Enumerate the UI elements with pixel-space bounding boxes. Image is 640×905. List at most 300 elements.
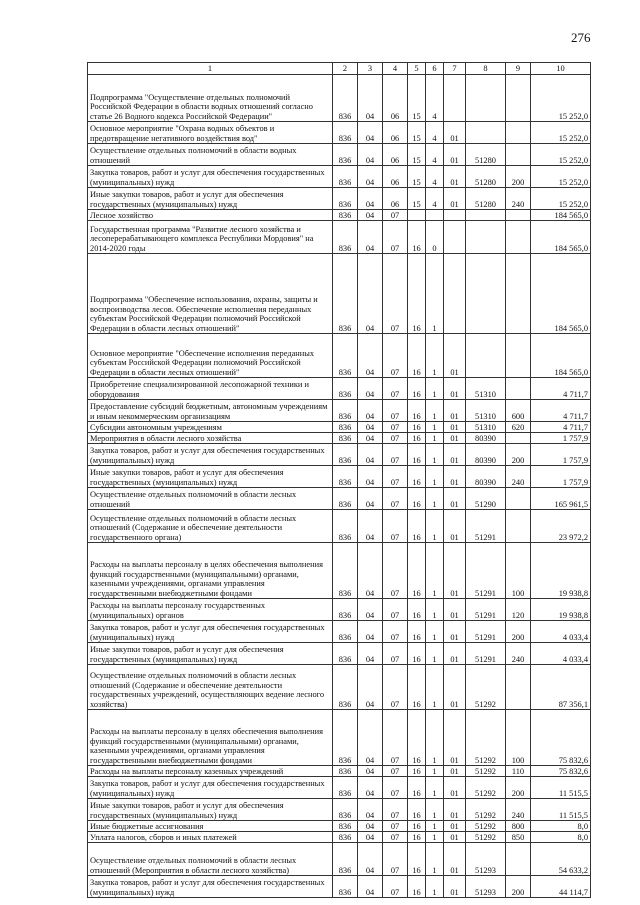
row-code-section: 04 <box>358 643 383 665</box>
row-code-subsection: 07 <box>383 821 408 832</box>
row-code-section: 04 <box>358 543 383 599</box>
row-amount: 165 961,5 <box>531 488 591 510</box>
row-name: Иные закупки товаров, работ и услуг для обеспечения государственных (муниципальных) нужд <box>88 799 333 821</box>
row-name: Закупка товаров, работ и услуг для обеспечения государственных (муниципальных) нужд <box>88 166 333 188</box>
row-code-measure: 01 <box>444 621 466 643</box>
row-code-program: 16 <box>408 843 426 876</box>
row-code-section: 04 <box>358 444 383 466</box>
row-code-chapter: 836 <box>333 843 358 876</box>
row-name: Расходы на выплаты персоналу в целях обеспечения выполнения функций государственными (муниципальными) органами, казенными учреждениями, органами управления государственными внебюджетными фондами <box>88 710 333 766</box>
table-row <box>88 422 591 433</box>
budget-table <box>87 62 591 898</box>
row-code-program: 15 <box>408 75 426 122</box>
row-code-measure: 01 <box>444 444 466 466</box>
row-code-chapter: 836 <box>333 254 358 334</box>
row-code-direction <box>466 75 506 122</box>
row-code-measure: 01 <box>444 166 466 188</box>
row-code-subsection: 07 <box>383 766 408 777</box>
row-code-chapter: 836 <box>333 334 358 378</box>
row-code-measure <box>444 210 466 221</box>
row-code-subprogram: 0 <box>426 221 444 254</box>
row-code-section: 04 <box>358 710 383 766</box>
row-code-subprogram: 1 <box>426 543 444 599</box>
row-code-program: 15 <box>408 188 426 210</box>
row-code-subsection: 07 <box>383 777 408 799</box>
row-code-program: 16 <box>408 621 426 643</box>
row-code-expense-type <box>506 75 531 122</box>
page-number: 276 <box>571 30 591 45</box>
table-row <box>88 599 591 621</box>
row-code-subsection: 07 <box>383 334 408 378</box>
row-code-subprogram: 1 <box>426 710 444 766</box>
row-code-subprogram: 1 <box>426 488 444 510</box>
row-code-expense-type: 120 <box>506 599 531 621</box>
row-code-section: 04 <box>358 144 383 166</box>
row-code-subprogram: 1 <box>426 254 444 334</box>
table-row <box>88 543 591 599</box>
row-name: Подпрограмма "Обеспечение использования, охраны, защиты и воспроизводства лесов. Обеспечение исполнения переданных субъектам Российской Федерации полномочий Российской Федерации в области лесных отношений" <box>88 254 333 334</box>
row-code-section: 04 <box>358 821 383 832</box>
row-amount: 184 565,0 <box>531 210 591 221</box>
column-header: 8 <box>466 63 506 75</box>
row-code-subprogram: 1 <box>426 466 444 488</box>
row-code-section: 04 <box>358 334 383 378</box>
column-header: 3 <box>358 63 383 75</box>
row-code-subprogram: 1 <box>426 821 444 832</box>
row-code-subprogram <box>426 210 444 221</box>
row-code-expense-type: 100 <box>506 543 531 599</box>
row-code-chapter: 836 <box>333 766 358 777</box>
row-code-subsection: 06 <box>383 166 408 188</box>
table-row <box>88 210 591 221</box>
row-code-program: 16 <box>408 832 426 843</box>
row-code-measure: 01 <box>444 766 466 777</box>
row-code-measure: 01 <box>444 821 466 832</box>
row-code-program: 16 <box>408 254 426 334</box>
row-amount: 1 757,9 <box>531 466 591 488</box>
row-name: Приобретение специализированной лесопожарной техники и оборудования <box>88 378 333 400</box>
row-code-subsection: 07 <box>383 665 408 710</box>
row-code-measure: 01 <box>444 433 466 444</box>
row-code-subsection: 06 <box>383 188 408 210</box>
row-code-section: 04 <box>358 876 383 898</box>
row-code-subprogram: 1 <box>426 510 444 543</box>
row-code-subsection: 07 <box>383 422 408 433</box>
row-code-direction: 51280 <box>466 144 506 166</box>
row-name: Закупка товаров, работ и услуг для обеспечения государственных (муниципальных) нужд <box>88 777 333 799</box>
row-code-chapter: 836 <box>333 75 358 122</box>
row-name: Расходы на выплаты персоналу казенных учреждений <box>88 766 333 777</box>
row-amount: 4 711,7 <box>531 422 591 433</box>
row-code-section: 04 <box>358 422 383 433</box>
row-code-chapter: 836 <box>333 433 358 444</box>
row-code-chapter: 836 <box>333 422 358 433</box>
row-code-expense-type: 100 <box>506 710 531 766</box>
row-code-chapter: 836 <box>333 799 358 821</box>
row-code-expense-type <box>506 334 531 378</box>
row-code-subprogram: 1 <box>426 599 444 621</box>
row-amount: 1 757,9 <box>531 444 591 466</box>
row-code-subsection: 07 <box>383 433 408 444</box>
row-amount: 19 938,8 <box>531 599 591 621</box>
row-code-chapter: 836 <box>333 166 358 188</box>
row-code-direction: 51293 <box>466 843 506 876</box>
row-amount: 19 938,8 <box>531 543 591 599</box>
row-code-subprogram: 1 <box>426 334 444 378</box>
row-name: Закупка товаров, работ и услуг для обеспечения государственных (муниципальных) нужд <box>88 444 333 466</box>
row-code-direction: 51292 <box>466 665 506 710</box>
row-amount: 8,0 <box>531 821 591 832</box>
row-code-subprogram: 4 <box>426 188 444 210</box>
row-code-direction <box>466 254 506 334</box>
row-code-section: 04 <box>358 665 383 710</box>
row-name: Иные закупки товаров, работ и услуг для обеспечения государственных (муниципальных) нужд <box>88 466 333 488</box>
row-name: Осуществление отдельных полномочий в области лесных отношений (Содержание и обеспечение деятельности государственных учреждений, осуществляющих ведение лесного хозяйства) <box>88 665 333 710</box>
row-code-subprogram: 1 <box>426 777 444 799</box>
row-amount: 4 711,7 <box>531 400 591 422</box>
row-code-measure: 01 <box>444 510 466 543</box>
table-row <box>88 221 591 254</box>
table-row <box>88 876 591 898</box>
row-code-program: 16 <box>408 643 426 665</box>
row-name: Закупка товаров, работ и услуг для обеспечения государственных (муниципальных) нужд <box>88 876 333 898</box>
row-code-expense-type: 240 <box>506 188 531 210</box>
row-amount: 184 565,0 <box>531 254 591 334</box>
row-code-section: 04 <box>358 766 383 777</box>
row-amount: 75 832,6 <box>531 766 591 777</box>
row-code-section: 04 <box>358 221 383 254</box>
row-code-program: 16 <box>408 543 426 599</box>
row-code-subprogram: 1 <box>426 378 444 400</box>
table-row <box>88 254 591 334</box>
row-code-measure: 01 <box>444 876 466 898</box>
row-code-section: 04 <box>358 466 383 488</box>
row-code-subprogram: 1 <box>426 766 444 777</box>
row-name: Уплата налогов, сборов и иных платежей <box>88 832 333 843</box>
row-code-chapter: 836 <box>333 221 358 254</box>
row-code-subprogram: 1 <box>426 876 444 898</box>
row-code-subsection: 07 <box>383 843 408 876</box>
table-row <box>88 166 591 188</box>
row-code-measure: 01 <box>444 122 466 144</box>
row-code-direction: 51291 <box>466 543 506 599</box>
row-code-program: 16 <box>408 221 426 254</box>
row-code-chapter: 836 <box>333 466 358 488</box>
row-code-measure: 01 <box>444 188 466 210</box>
row-code-chapter: 836 <box>333 876 358 898</box>
row-code-expense-type <box>506 843 531 876</box>
row-code-program: 16 <box>408 510 426 543</box>
row-code-expense-type: 200 <box>506 876 531 898</box>
row-code-measure: 01 <box>444 466 466 488</box>
row-code-expense-type <box>506 433 531 444</box>
row-amount: 4 033,4 <box>531 621 591 643</box>
row-code-expense-type <box>506 510 531 543</box>
row-code-subprogram: 1 <box>426 665 444 710</box>
row-code-expense-type: 200 <box>506 621 531 643</box>
row-amount: 11 515,5 <box>531 799 591 821</box>
row-code-expense-type <box>506 254 531 334</box>
row-code-measure: 01 <box>444 543 466 599</box>
table-row <box>88 75 591 122</box>
row-code-direction: 51280 <box>466 166 506 188</box>
table-row <box>88 444 591 466</box>
row-name: Иные закупки товаров, работ и услуг для обеспечения государственных (муниципальных) нужд <box>88 643 333 665</box>
row-code-chapter: 836 <box>333 643 358 665</box>
column-header: 7 <box>444 63 466 75</box>
row-code-subprogram: 1 <box>426 799 444 821</box>
table-row <box>88 466 591 488</box>
row-code-measure: 01 <box>444 334 466 378</box>
row-code-program: 16 <box>408 665 426 710</box>
row-code-measure: 01 <box>444 832 466 843</box>
row-code-subsection: 07 <box>383 221 408 254</box>
row-code-section: 04 <box>358 433 383 444</box>
column-header: 9 <box>506 63 531 75</box>
row-code-measure: 01 <box>444 777 466 799</box>
row-code-subsection: 07 <box>383 599 408 621</box>
row-code-direction: 51292 <box>466 777 506 799</box>
row-code-program <box>408 210 426 221</box>
table-row <box>88 843 591 876</box>
row-code-subsection: 07 <box>383 466 408 488</box>
row-name: Осуществление отдельных полномочий в области водных отношений <box>88 144 333 166</box>
row-code-program: 16 <box>408 799 426 821</box>
row-code-measure: 01 <box>444 144 466 166</box>
row-code-subsection: 07 <box>383 400 408 422</box>
row-code-program: 16 <box>408 777 426 799</box>
row-name: Лесное хозяйство <box>88 210 333 221</box>
row-name: Подпрограмма "Осуществление отдельных полномочий Российской Федерации в области водных отношений согласно статье 26 Водного кодекса Российской Федерации" <box>88 75 333 122</box>
row-code-subsection: 07 <box>383 488 408 510</box>
table-row <box>88 643 591 665</box>
row-code-direction: 51291 <box>466 621 506 643</box>
row-code-direction: 80390 <box>466 444 506 466</box>
row-code-chapter: 836 <box>333 821 358 832</box>
row-code-section: 04 <box>358 621 383 643</box>
row-name: Мероприятия в области лесного хозяйства <box>88 433 333 444</box>
row-code-chapter: 836 <box>333 777 358 799</box>
row-code-measure: 01 <box>444 843 466 876</box>
row-name: Субсидии автономным учреждениям <box>88 422 333 433</box>
row-amount: 15 252,0 <box>531 122 591 144</box>
row-amount: 44 114,7 <box>531 876 591 898</box>
row-code-program: 16 <box>408 876 426 898</box>
row-code-direction: 51292 <box>466 799 506 821</box>
row-code-subprogram: 4 <box>426 144 444 166</box>
row-amount: 184 565,0 <box>531 221 591 254</box>
row-code-chapter: 836 <box>333 122 358 144</box>
row-code-expense-type <box>506 210 531 221</box>
row-code-expense-type: 800 <box>506 821 531 832</box>
row-amount: 184 565,0 <box>531 334 591 378</box>
row-code-chapter: 836 <box>333 144 358 166</box>
row-code-subsection: 07 <box>383 621 408 643</box>
row-amount: 15 252,0 <box>531 144 591 166</box>
column-header: 6 <box>426 63 444 75</box>
row-code-program: 15 <box>408 166 426 188</box>
table-row <box>88 832 591 843</box>
row-code-section: 04 <box>358 843 383 876</box>
row-code-program: 16 <box>408 433 426 444</box>
row-amount: 1 757,9 <box>531 433 591 444</box>
row-name: Осуществление отдельных полномочий в области лесных отношений (Содержание и обеспечение деятельности государственного органа) <box>88 510 333 543</box>
table-row <box>88 621 591 643</box>
row-name: Осуществление отдельных полномочий в области лесных отношений <box>88 488 333 510</box>
table-row <box>88 766 591 777</box>
row-code-section: 04 <box>358 510 383 543</box>
column-header: 1 <box>88 63 333 75</box>
table-row <box>88 144 591 166</box>
row-code-measure: 01 <box>444 488 466 510</box>
row-name: Предоставление субсидий бюджетным, автономным учреждениям и иным некоммерческим организациям <box>88 400 333 422</box>
row-code-direction: 51310 <box>466 400 506 422</box>
row-code-chapter: 836 <box>333 444 358 466</box>
row-code-measure: 01 <box>444 665 466 710</box>
row-code-measure: 01 <box>444 422 466 433</box>
table-row <box>88 510 591 543</box>
row-code-expense-type: 620 <box>506 422 531 433</box>
budget-table-body <box>88 75 591 898</box>
row-name: Закупка товаров, работ и услуг для обеспечения государственных (муниципальных) нужд <box>88 621 333 643</box>
row-code-program: 16 <box>408 422 426 433</box>
row-amount: 11 515,5 <box>531 777 591 799</box>
column-header: 4 <box>383 63 408 75</box>
row-code-section: 04 <box>358 210 383 221</box>
column-header: 10 <box>531 63 591 75</box>
row-code-section: 04 <box>358 599 383 621</box>
row-code-section: 04 <box>358 777 383 799</box>
row-code-subprogram: 1 <box>426 444 444 466</box>
row-code-direction: 51291 <box>466 599 506 621</box>
row-code-program: 16 <box>408 444 426 466</box>
row-code-section: 04 <box>358 188 383 210</box>
row-code-expense-type: 110 <box>506 766 531 777</box>
row-code-direction <box>466 221 506 254</box>
column-header: 2 <box>333 63 358 75</box>
row-amount: 75 832,6 <box>531 710 591 766</box>
row-code-measure: 01 <box>444 643 466 665</box>
row-amount: 87 356,1 <box>531 665 591 710</box>
row-code-program: 16 <box>408 466 426 488</box>
row-code-measure: 01 <box>444 799 466 821</box>
row-code-expense-type: 850 <box>506 832 531 843</box>
row-code-direction: 51310 <box>466 378 506 400</box>
row-code-measure: 01 <box>444 599 466 621</box>
row-name: Осуществление отдельных полномочий в области лесных отношений (Мероприятия в области лесного хозяйства) <box>88 843 333 876</box>
row-code-expense-type <box>506 665 531 710</box>
table-row <box>88 122 591 144</box>
row-code-chapter: 836 <box>333 621 358 643</box>
row-code-direction: 51292 <box>466 710 506 766</box>
row-code-measure: 01 <box>444 400 466 422</box>
row-amount: 15 252,0 <box>531 188 591 210</box>
row-code-subsection: 07 <box>383 210 408 221</box>
row-code-subprogram: 4 <box>426 122 444 144</box>
table-row <box>88 433 591 444</box>
table-row <box>88 665 591 710</box>
row-code-program: 16 <box>408 599 426 621</box>
row-code-subprogram: 1 <box>426 422 444 433</box>
row-code-section: 04 <box>358 832 383 843</box>
row-code-expense-type: 240 <box>506 643 531 665</box>
row-code-section: 04 <box>358 254 383 334</box>
row-code-subsection: 07 <box>383 832 408 843</box>
row-code-subsection: 07 <box>383 710 408 766</box>
row-code-measure: 01 <box>444 710 466 766</box>
row-amount: 4 711,7 <box>531 378 591 400</box>
row-amount: 4 033,4 <box>531 643 591 665</box>
table-row <box>88 777 591 799</box>
row-code-expense-type: 240 <box>506 466 531 488</box>
table-row <box>88 334 591 378</box>
row-code-subsection: 06 <box>383 122 408 144</box>
row-code-direction: 51290 <box>466 488 506 510</box>
row-code-expense-type <box>506 378 531 400</box>
row-amount: 15 252,0 <box>531 166 591 188</box>
row-code-direction: 51293 <box>466 876 506 898</box>
row-code-subprogram: 1 <box>426 433 444 444</box>
row-code-chapter: 836 <box>333 543 358 599</box>
row-code-section: 04 <box>358 378 383 400</box>
row-code-subsection: 07 <box>383 876 408 898</box>
row-code-subsection: 07 <box>383 643 408 665</box>
row-code-measure: 01 <box>444 378 466 400</box>
row-code-program: 16 <box>408 378 426 400</box>
row-name: Иные закупки товаров, работ и услуг для обеспечения государственных (муниципальных) нужд <box>88 188 333 210</box>
row-code-subsection: 07 <box>383 378 408 400</box>
row-code-program: 15 <box>408 122 426 144</box>
row-code-subprogram: 1 <box>426 843 444 876</box>
row-code-subprogram: 1 <box>426 832 444 843</box>
row-code-measure <box>444 254 466 334</box>
row-code-direction: 51280 <box>466 188 506 210</box>
row-code-section: 04 <box>358 400 383 422</box>
row-code-subprogram: 1 <box>426 643 444 665</box>
row-code-direction: 80390 <box>466 466 506 488</box>
row-amount: 54 633,2 <box>531 843 591 876</box>
row-code-program: 16 <box>408 334 426 378</box>
row-code-measure <box>444 75 466 122</box>
row-code-section: 04 <box>358 122 383 144</box>
row-code-expense-type <box>506 144 531 166</box>
row-code-direction: 51292 <box>466 766 506 777</box>
row-code-subsection: 07 <box>383 510 408 543</box>
row-code-expense-type: 600 <box>506 400 531 422</box>
row-amount: 23 972,2 <box>531 510 591 543</box>
row-code-program: 16 <box>408 766 426 777</box>
row-code-program: 16 <box>408 488 426 510</box>
row-code-direction: 51291 <box>466 510 506 543</box>
row-code-subsection: 07 <box>383 254 408 334</box>
row-name: Расходы на выплаты персоналу государственных (муниципальных) органов <box>88 599 333 621</box>
row-code-subprogram: 4 <box>426 166 444 188</box>
row-code-section: 04 <box>358 799 383 821</box>
table-row <box>88 488 591 510</box>
row-code-subsection: 07 <box>383 444 408 466</box>
row-code-expense-type: 240 <box>506 799 531 821</box>
row-code-direction: 51310 <box>466 422 506 433</box>
row-code-subprogram: 1 <box>426 400 444 422</box>
row-amount: 15 252,0 <box>531 75 591 122</box>
row-code-section: 04 <box>358 488 383 510</box>
row-code-chapter: 836 <box>333 599 358 621</box>
table-row <box>88 378 591 400</box>
row-code-direction: 51292 <box>466 821 506 832</box>
row-code-section: 04 <box>358 75 383 122</box>
row-code-subsection: 06 <box>383 75 408 122</box>
row-code-expense-type: 200 <box>506 444 531 466</box>
